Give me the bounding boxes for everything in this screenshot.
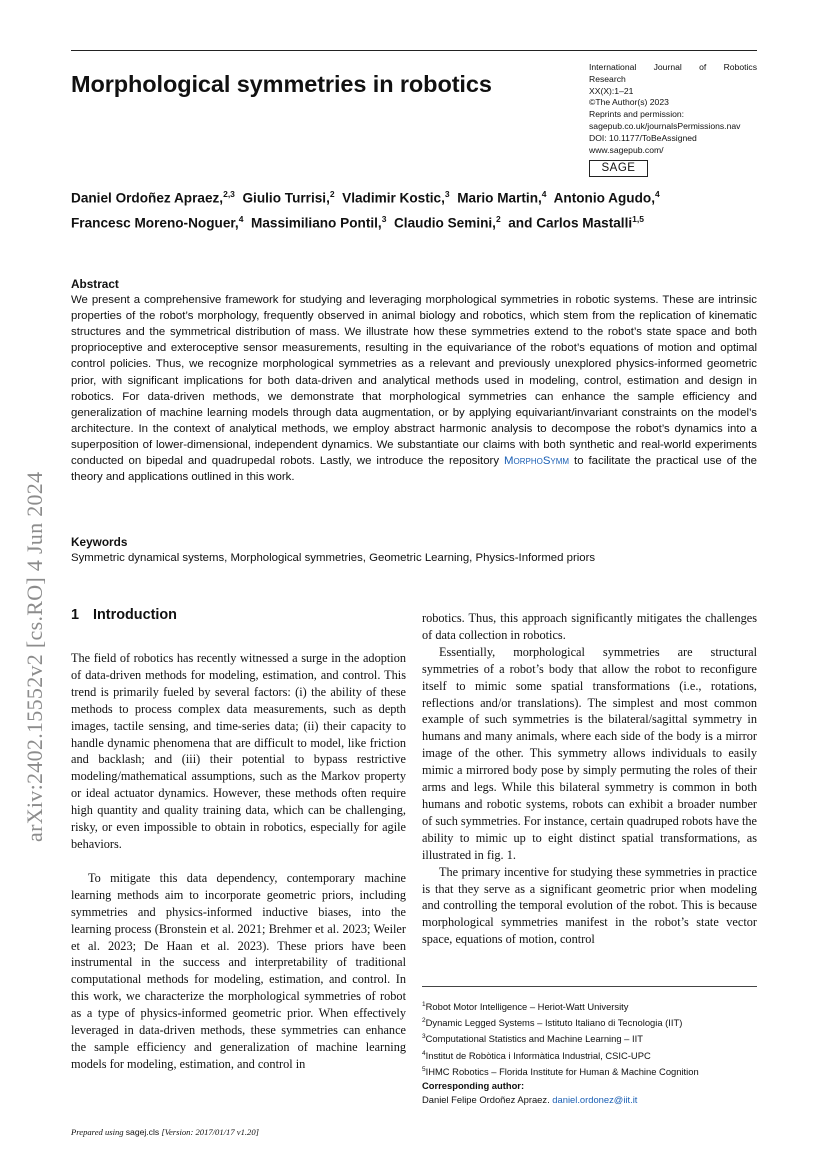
author-affiliation: 2 [495, 213, 501, 224]
right-column [422, 610, 757, 948]
affiliation-item: $^3$Computational Statistics and Machine Learning – IIT [422, 1033, 643, 1045]
section-number: 1 [71, 607, 80, 623]
class-version: [Version: 2017/01/17 v1.20] [161, 1127, 259, 1137]
prepared-using-footer: Prepared using sagej.cls [Version: 2017/01/17 v1.20] [71, 1127, 259, 1137]
corresponding-author-name: Daniel Felipe Ordoñez Apraez. [422, 1094, 550, 1106]
journal-reprints: Reprints and permission: [589, 109, 685, 120]
paragraph: robotics. Thus, this approach significantly mitigates the challenges of data collection in robotics. [422, 611, 757, 642]
author-name: Mario Martin, [457, 190, 542, 206]
keywords-heading: Keywords [71, 535, 128, 549]
corresponding-author-label: Corresponding author: [422, 1080, 525, 1092]
author-name: Massimiliano Pontil, [251, 215, 382, 231]
journal-permissions-link[interactable]: sagepub.co.uk/journalsPermissions.nav [589, 120, 741, 131]
author-list [71, 184, 761, 233]
author-affiliation: 2 [329, 189, 335, 199]
paragraph: The field of robotics has recently witnessed a surge in the adoption of data-driven methods for modeling, estimation, and control. This trend is primarily fueled by several factors: (i) the ability of these methods to process complex data measurements, such as depth images, tactile sensing, and time-series data; (ii) their capacity to handle dynamic phenomena that are difficult to model, like friction and backlash; and (iii) their potential to bypass restrictive modeling/mathematical assumptions, such as the Markov property or ideal actuator dynamics. However, these methods often require high quantity and quality training data, which can be challenging, risky, or even impossible to obtain in robotics, especially for agile behaviors. [71, 651, 406, 851]
arxiv-identifier: arXiv:2402.15552v2 [cs.RO] 4 Jun 2024 [22, 471, 47, 842]
paragraph: Essentially, morphological symmetries are structural symmetries of a robot’s body that allow the robot to reconfigure itself to mimic some spatial transformations (i.e., rotations, reflections and/or translations). The simplest and most common example of such symmetries is the bilateral/sagittal symmetry in humans and many animals, where each side of the body is a mirror image of the other. This symmetry allows individuals to easily mimic a mirrored body pose by simply permuting the roles of their arms and legs. While this bilateral symmetry is common in both humans and robotic systems, robots can exhibit a broader number of such symmetries. For instance, certain quadruped robots have the ability to mimic up to eight distinct spatial transformations, as illustrated in fig. 1. [422, 644, 757, 862]
class-file-name: sagej.cls [125, 1127, 160, 1137]
journal-name-line1: International Journal of Robotics [589, 62, 757, 72]
author-name: Daniel Ordoñez Apraez, [71, 190, 224, 206]
journal-copyright: ©The Author(s) 2023 [589, 97, 669, 108]
author-name: Antonio Agudo, [553, 190, 655, 206]
journal-meta [589, 62, 757, 156]
abstract-heading: Abstract [71, 277, 119, 291]
affiliation-item: $^2$Dynamic Legged Systems – Istituto Italiano di Tecnologia (IIT) [422, 1017, 683, 1029]
section-heading [71, 607, 406, 623]
corresponding-email-link[interactable]: daniel.ordonez@iit.it [552, 1094, 638, 1106]
author-affiliation: 1,5 [632, 213, 644, 224]
section-title: Introduction [93, 607, 177, 623]
keywords-section [71, 534, 757, 566]
author-affiliation: 3 [444, 189, 450, 199]
affiliations-footnote [422, 998, 757, 1107]
corresponding-author [422, 1093, 757, 1107]
author-affiliation: 4 [541, 189, 547, 199]
paragraph: To mitigate this data dependency, contemporary machine learning methods aim to incorporate geometric priors, including symmetries and physics-informed inductive biases, into the learning process (Bronstein et al. 2021; Brehmer et al. 2023; Weiler et al. 2023; De Haan et al. 2023). These priors have been instrumental in the success and interpretability of traditional computational methods for modeling, estimation, and control. In this work, we characterize the morphological symmetries of robot as a type of physics-informed geometric prior. When effectively leveraged in data-driven methods, these symmetries can enhance the sample efficiency and generalization of machine learning models for modeling, estimation, and control in [71, 870, 406, 1071]
affiliation-item: $^5$IHMC Robotics – Florida Institute for Human & Machine Cognition [422, 1065, 699, 1077]
affiliation-item: $^1$Robot Motor Intelligence – Heriot-Watt University [422, 1001, 629, 1013]
journal-website-link[interactable]: www.sagepub.com/ [589, 144, 664, 155]
abstract-body: We present a comprehensive framework for studying and leveraging morphological symmetries in robotic systems. These are intrinsic properties of the robot’s morphology, frequently observed in animal biology and robotics, which stem from the replication of kinematic structures and the symmetrical distribution of mass. We illustrate how these symmetries extend to the robot’s state space and both proprioceptive and exteroceptive sensor measurements, resulting in the equivariance of the robot’s equations of motion and optimal control policies. Thus, we recognize morphological symmetries as a relevant and previously unexplored physics-informed geometric prior, with significant implications for both data-driven and analytical methods used in modeling, control, estimation and design in robotics. For data-driven methods, we demonstrate that morphological symmetries can enhance the sample efficiency and generalization of machine learning models through data augmentation, or by applying equivariant/invariant constraints on the model’s architecture. In the context of analytical methods, we employ abstract harmonic analysis to decompose the robot’s dynamics into a superposition of lower-dimensional, independent dynamics. We substantiate our claims with both synthetic and real-world experiments conducted on bipedal and quadrupedal robots. Lastly, we introduce the repository [71, 294, 757, 468]
author-affiliation: 4 [238, 213, 244, 224]
author-name: Giulio Turrisi, [242, 190, 330, 206]
abstract-tail: to facilitate the practical use of the theory and applications outlined in this work. [71, 455, 758, 484]
journal-volume: XX(X):1–21 [589, 85, 634, 96]
repository-link[interactable]: MorphoSymm [504, 455, 570, 468]
affiliation-item: $^4$Institut de Robòtica i Informàtica Industrial, CSIC-UPC [422, 1049, 651, 1061]
author-name: Vladimir Kostic, [342, 190, 445, 206]
footnote-rule [422, 986, 757, 987]
paper-title: Morphological symmetries in robotics [71, 71, 492, 97]
keywords-text: Symmetric dynamical systems, Morphological symmetries, Geometric Learning, Physics-Informed priors [71, 552, 596, 564]
author-name: and Carlos Mastalli [508, 215, 633, 231]
author-affiliation: 4 [655, 189, 660, 199]
paragraph: The primary incentive for studying these symmetries in practice is that they serve as a significant geometric prior when modeling and controlling the temporal evolution of the robot. This is because morphological symmetries manifest in the robot’s state vector space, equations of motion, control [422, 864, 757, 947]
author-affiliation: 2,3 [223, 189, 235, 199]
journal-doi: DOI: 10.1177/ToBeAssigned [589, 132, 697, 143]
abstract-text [71, 292, 757, 485]
abstract-section [71, 276, 757, 485]
author-affiliation: 3 [381, 213, 387, 224]
publisher-logo: SAGE [589, 160, 648, 177]
header-rule [71, 50, 757, 51]
author-name: Claudio Semini, [393, 215, 496, 231]
journal-name-line2: Research [589, 73, 626, 84]
author-name: Francesc Moreno-Noguer, [71, 215, 239, 231]
left-column [71, 607, 406, 1073]
